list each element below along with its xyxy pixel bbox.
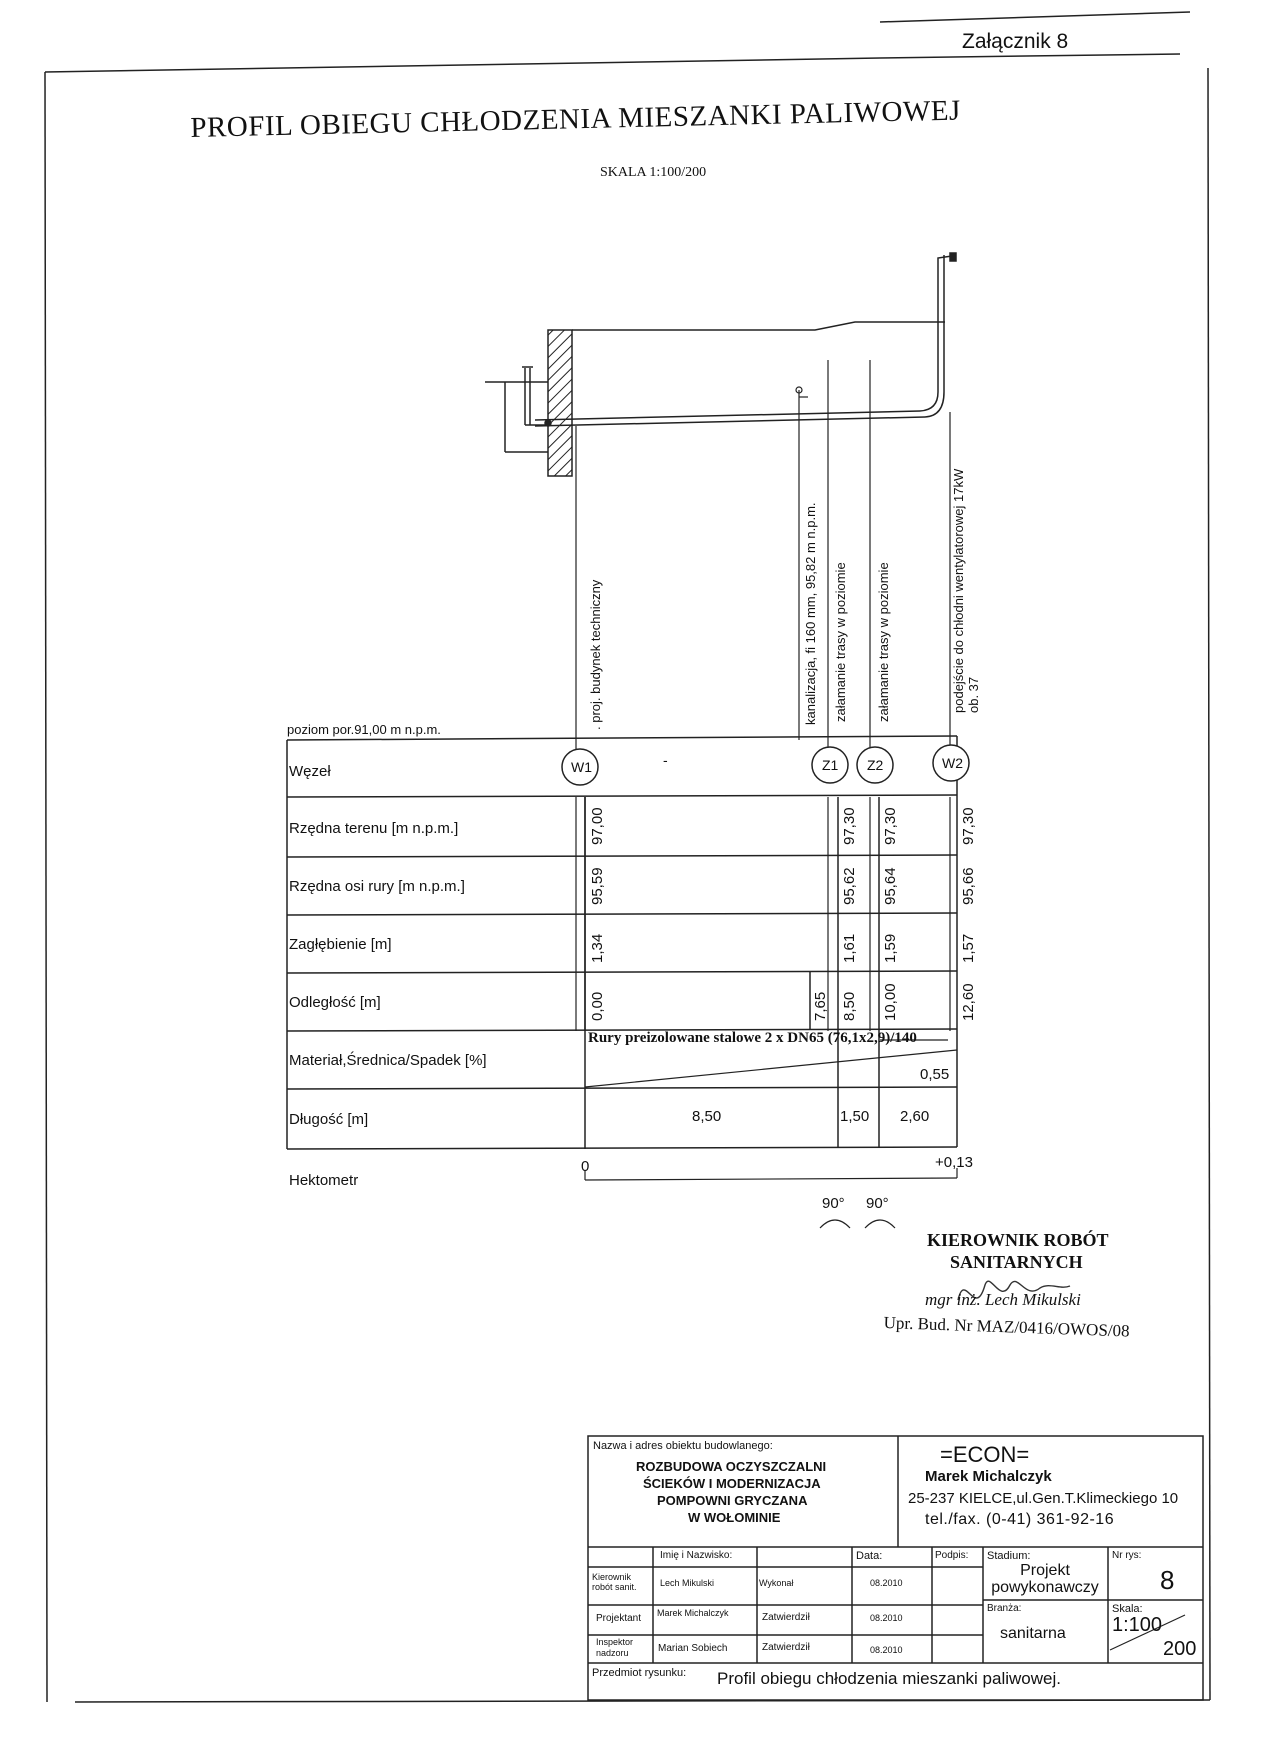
depth-z2: 1,59 [882, 933, 899, 963]
tb-role-3: Inspektor nadzoru [596, 1637, 634, 1658]
angle-arcs [820, 1220, 895, 1228]
hekto-end: +0,13 [935, 1154, 973, 1171]
row-label-depth: Zagłębienie [m] [289, 936, 392, 953]
slope-line [585, 1050, 957, 1087]
row-label-distance: Odległość [m] [289, 994, 381, 1011]
tb-date-2: 08.2010 [870, 1613, 903, 1623]
distance-w2: 12,60 [960, 983, 977, 1021]
depth-w2: 1,57 [960, 933, 977, 963]
distance-z2: 10,00 [882, 983, 899, 1021]
distance-w1: 0,00 [589, 991, 606, 1021]
tb-action-3: Zatwierdził [762, 1642, 810, 1653]
tb-head-stage: Stadium: [987, 1550, 1031, 1562]
tb-head-sign: Podpis: [935, 1550, 969, 1561]
tb-scale-label: Skala: [1112, 1603, 1143, 1615]
terrain-line [572, 322, 945, 330]
pipe-axis-w1: 95,59 [589, 867, 606, 905]
page-title: PROFIL OBIEGU CHŁODZENIA MIESZANKI PALIWOWEJ [190, 94, 962, 144]
node-z1: Z1 [822, 757, 839, 773]
tb-phone: tel./fax. (0-41) 361-92-16 [925, 1511, 1115, 1528]
tb-subject-label: Przedmiot rysunku: [592, 1667, 687, 1679]
terrain-z1: 97,30 [841, 807, 858, 845]
distance-k1: 7,65 [812, 991, 829, 1021]
tb-head-no: Nr rys: [1112, 1550, 1142, 1561]
note-z2: załamanie trasy w poziomie [876, 562, 891, 722]
stamp-line1: KIEROWNIK ROBÓT [927, 1230, 1109, 1250]
note-w2a: podejście do chłodni wentylatorowej 17kW [951, 468, 966, 713]
node-z2: Z2 [867, 757, 884, 773]
angle-2: 90° [866, 1195, 889, 1212]
note-sewer: kanalizacja, fi 160 mm, 95,82 m n.p.m. [803, 502, 818, 725]
row-label-node: Węzeł [289, 763, 331, 780]
tb-subject: Profil obiegu chłodzenia mieszanki paliwowej. [717, 1669, 1061, 1688]
tb-action-2: Zatwierdził [762, 1612, 810, 1623]
row-label-hektometr: Hektometr [289, 1172, 359, 1189]
ground-level-label: poziom por.91,00 m n.p.m. [287, 722, 441, 737]
tb-date-1: 08.2010 [870, 1578, 903, 1588]
tb-owner: Marek Michalczyk [925, 1468, 1052, 1485]
hektometr-line [585, 1168, 957, 1180]
node-w1: W1 [571, 759, 592, 775]
stamp-line2: SANITARNYCH [950, 1252, 1083, 1272]
tb-object-label: Nazwa i adres obiektu budowlanego: [593, 1440, 773, 1452]
tb-branch-label: Branża: [987, 1603, 1022, 1614]
node-circles [562, 745, 969, 785]
tb-scale-bottom: 200 [1163, 1638, 1197, 1660]
pipe-axis-w2: 95,66 [960, 867, 977, 905]
tb-head-name: Imię i Nazwisko: [660, 1550, 733, 1561]
length-seg3: 2,60 [900, 1108, 930, 1125]
tb-role-2: Projektant [596, 1613, 642, 1624]
tb-address: 25-237 KIELCE,ul.Gen.T.Klimeckiego 10 [908, 1490, 1179, 1507]
tb-name-2: Marek Michalczyk [657, 1608, 729, 1618]
slope-value: 0,55 [920, 1066, 950, 1083]
tb-object-line4: W WOŁOMINIE [688, 1510, 781, 1525]
material-text: Rury preizolowane stalowe 2 x DN65 (76,1x2,9)/140 [588, 1030, 917, 1046]
note-w1: . proj. budynek techniczny [588, 579, 603, 730]
tb-branch: sanitarna [1000, 1625, 1066, 1642]
pipe-axis-z1: 95,62 [841, 867, 858, 905]
tb-scale-top: 1:100 [1112, 1614, 1163, 1636]
tb-role-1: Kierownik robót sanit. [592, 1572, 637, 1592]
pipe-axis-z2: 95,64 [882, 867, 899, 905]
row-label-material: Materiał,Średnica/Spadek [%] [289, 1052, 487, 1069]
tb-head-date: Data: [856, 1550, 883, 1562]
tb-date-3: 08.2010 [870, 1645, 903, 1655]
row-label-pipe-axis: Rzędna osi rury [m n.p.m.] [289, 878, 465, 895]
tb-drawing-no: 8 [1160, 1565, 1175, 1595]
terrain-w2: 97,30 [960, 807, 977, 845]
note-w2b: ob. 37 [966, 676, 981, 713]
building-outline [485, 367, 548, 452]
note-z1: załamanie trasy w poziomie [833, 562, 848, 722]
tb-object-line3: POMPOWNI GRYCZANA [657, 1493, 808, 1508]
tb-name-3: Marian Sobiech [658, 1643, 728, 1654]
hekto-start: 0 [581, 1158, 590, 1175]
tb-object-line1: ROZBUDOWA OCZYSZCZALNI [636, 1459, 827, 1474]
stamp-line3: mgr inż. Lech Mikulski [925, 1290, 1081, 1309]
depth-z1: 1,61 [841, 933, 858, 963]
attachment-label: Załącznik 8 [962, 30, 1069, 53]
terrain-z2: 97,30 [882, 807, 899, 845]
length-seg1: 8,50 [692, 1108, 722, 1125]
stamp-line4: Upr. Bud. Nr MAZ/0416/OWOS/08 [883, 1313, 1130, 1341]
node-w2: W2 [942, 755, 963, 771]
tb-action-1: Wykonał [759, 1578, 794, 1588]
tb-name-1: Lech Mikulski [660, 1578, 715, 1588]
pipe-route [535, 253, 956, 426]
angle-1: 90° [822, 1195, 845, 1212]
tb-stage: Projekt powykonawczy [991, 1562, 1099, 1596]
depth-w1: 1,34 [589, 933, 606, 963]
tb-company: =ECON= [940, 1442, 1030, 1467]
distance-z1: 8,50 [841, 991, 858, 1021]
node-dash: - [663, 752, 668, 768]
row-label-terrain: Rzędna terenu [m n.p.m.] [289, 820, 459, 837]
row-label-length: Długość [m] [289, 1111, 369, 1128]
length-seg2: 1,50 [840, 1108, 870, 1125]
terrain-w1: 97,00 [589, 807, 606, 845]
tb-object-line2: ŚCIEKÓW I MODERNIZACJA [643, 1476, 821, 1491]
building-wall [548, 330, 572, 476]
station-lines [576, 360, 950, 752]
scale-label: SKALA 1:100/200 [600, 165, 707, 180]
